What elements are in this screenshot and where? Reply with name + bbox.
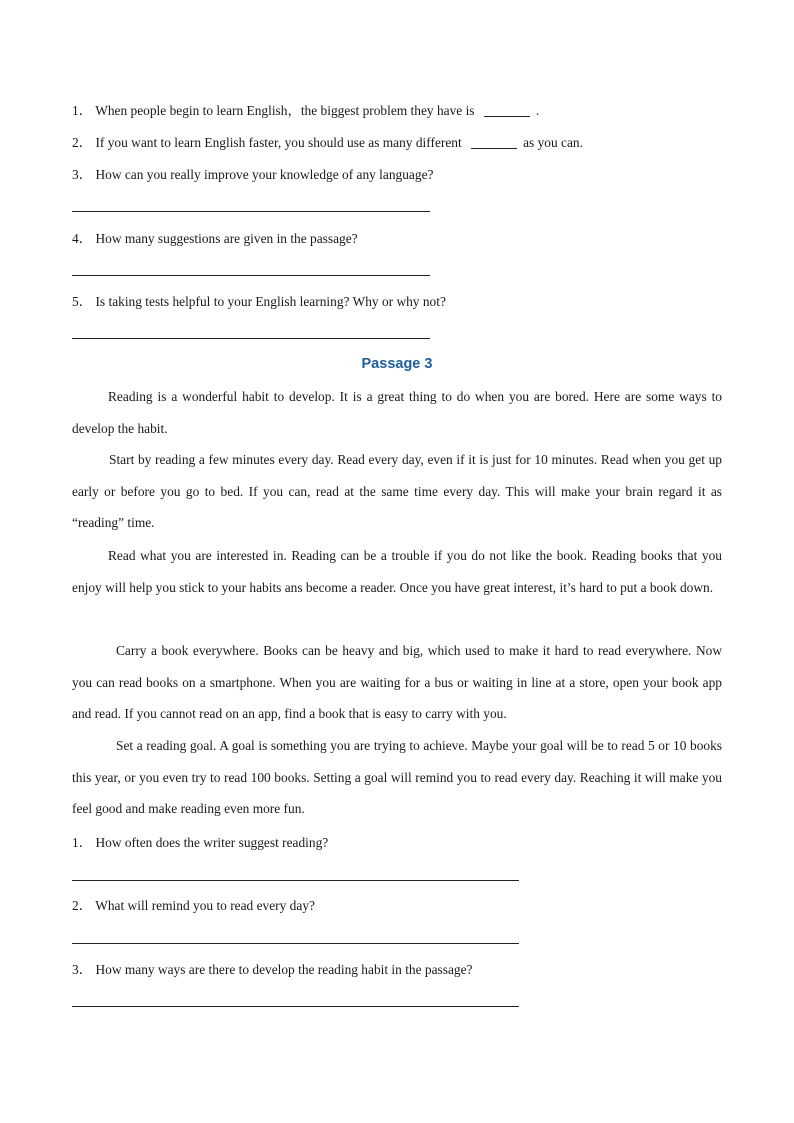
answer-line[interactable] <box>72 943 519 944</box>
question-text: Is taking tests helpful to your English learning? Why or why not? <box>95 294 446 309</box>
question-number: 1． <box>72 835 93 850</box>
fill-blank[interactable] <box>484 102 530 117</box>
passage-paragraph-4: Carry a book everywhere. Books can be heavy and big, which used to make it hard to read everywhere. Now you can read books on a smartphone. When you are waiting for a bus or waiting in line at a store, open your book app and read. If you cannot read on an app, find a book that is easy to carry with you. <box>72 643 722 722</box>
passage-title: Passage 3 <box>361 356 433 372</box>
question-number: 3． <box>72 167 93 182</box>
question-number: 1． <box>72 103 93 118</box>
question-text: How many suggestions are given in the passage? <box>95 231 358 246</box>
passage-question-3 <box>72 961 473 979</box>
passage-paragraph-1: Reading is a wonderful habit to develop. It is a great thing to do when you are bored. Here are some ways to develop the habit. <box>72 389 722 436</box>
question-text: How many ways are there to develop the reading habit in the passage? <box>95 962 473 977</box>
question-1 <box>72 102 539 120</box>
passage-paragraph-2: Start by reading a few minutes every day. Read every day, even if it is just for 10 minutes. Read when you get up early or before you go to bed. If you can, read at the same time every day. This will make your brain regard it as “reading” time. <box>72 452 722 531</box>
answer-line[interactable] <box>72 275 430 276</box>
answer-line[interactable] <box>72 338 430 339</box>
question-3 <box>72 166 433 184</box>
question-text: If you want to learn English faster, you should use as many different <box>95 135 462 150</box>
question-text: How often does the writer suggest reading? <box>95 835 329 850</box>
question-text: How can you really improve your knowledge of any language? <box>95 167 434 182</box>
question-number: 3． <box>72 962 93 977</box>
answer-line[interactable] <box>72 880 519 881</box>
answer-line[interactable] <box>72 211 430 212</box>
passage-paragraph-5: Set a reading goal. A goal is something you are trying to achieve. Maybe your goal will be to read 5 or 10 books this year, or you even try to read 100 books. Setting a goal will remind you to read every day. Reaching it will make you feel good and make reading even more fun. <box>72 738 722 817</box>
question-number: 2． <box>72 135 93 150</box>
question-text-end: . <box>535 103 540 118</box>
passage-paragraph-3: Read what you are interested in. Reading can be a trouble if you do not like the book. Reading books that you enjoy will help you stick to your habits ans become a reader. Once you have great interest, it’s hard to put a book down. <box>72 548 722 595</box>
question-4 <box>72 230 358 248</box>
question-text: When people begin to learn English，the biggest problem they have is <box>95 103 475 118</box>
passage-question-1 <box>72 834 328 852</box>
question-number: 4． <box>72 231 93 246</box>
question-2 <box>72 134 583 152</box>
fill-blank[interactable] <box>471 134 517 149</box>
answer-line[interactable] <box>72 1006 519 1007</box>
question-number: 2． <box>72 898 93 913</box>
question-text-end: as you can. <box>523 135 583 150</box>
question-number: 5． <box>72 294 93 309</box>
passage-question-2 <box>72 897 315 915</box>
question-5 <box>72 293 446 311</box>
question-text: What will remind you to read every day? <box>95 898 315 913</box>
